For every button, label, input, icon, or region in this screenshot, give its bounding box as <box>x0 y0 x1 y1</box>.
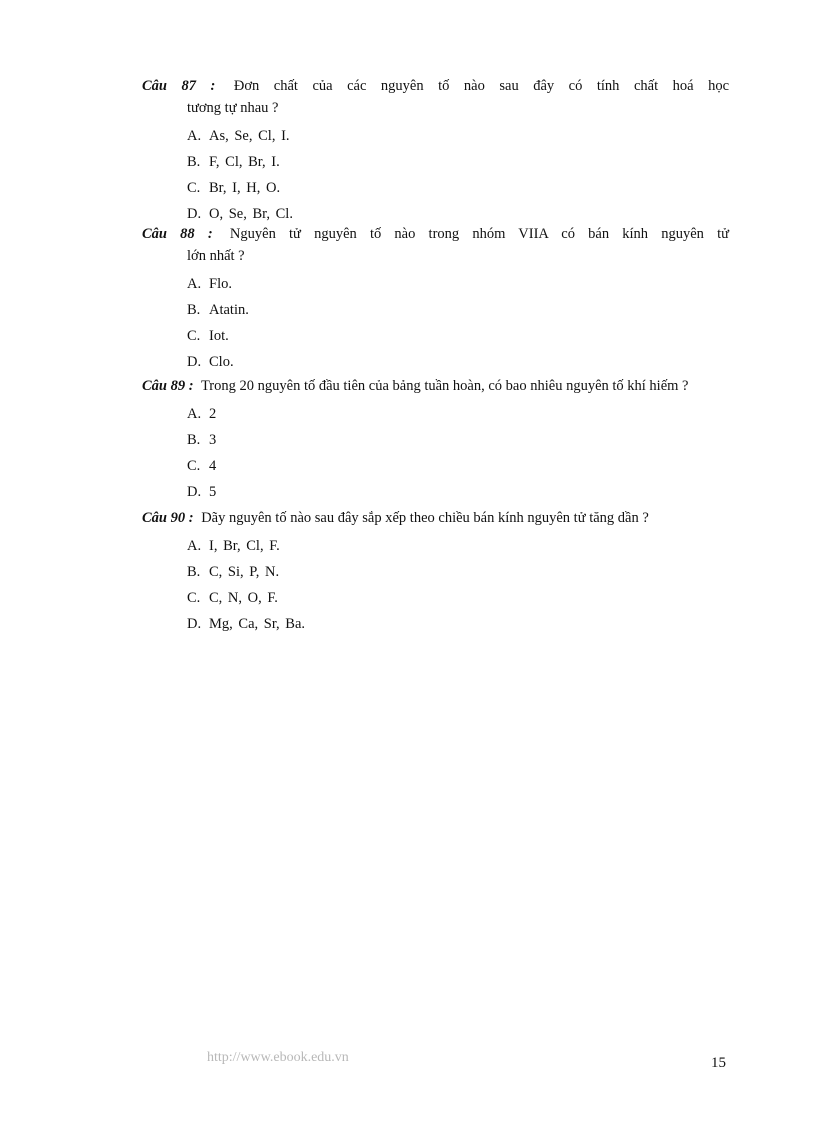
question-text: Dãy nguyên tố nào sau đây sắp xếp theo chiều bán kính nguyên tử tăng dần ? <box>201 510 649 526</box>
answer-option-b: B. Atatin. <box>187 302 249 318</box>
question-88 <box>142 223 729 375</box>
answer-option-b: B. C, Si, P, N. <box>187 564 280 580</box>
question-text-continuation: lớn nhất ? <box>187 248 245 264</box>
answer-option-d: D. O, Se, Br, Cl. <box>187 206 293 222</box>
answer-option-b: B. F, Cl, Br, I. <box>187 154 280 170</box>
question-label: Câu 89 : <box>142 378 194 394</box>
question-stem <box>142 507 729 529</box>
answer-option-b: B. 3 <box>187 432 217 448</box>
answer-option-a: A. As, Se, Cl, I. <box>187 128 290 144</box>
question-stem <box>142 375 729 397</box>
answer-option-d: D. Clo. <box>187 354 234 370</box>
question-stem <box>142 223 729 245</box>
question-text: Nguyên tử nguyên tố nào trong nhóm VIIA có bán kính nguyên tử <box>229 226 730 242</box>
answer-option-c: C. Iot. <box>187 328 229 344</box>
question-text: Đơn chất của các nguyên tố nào sau đây có tính chất hoá học <box>233 78 730 94</box>
answer-option-c: C. Br, I, H, O. <box>187 180 281 196</box>
answer-options <box>142 123 729 227</box>
question-89 <box>142 375 729 505</box>
answer-option-c: C. 4 <box>187 458 217 474</box>
answer-option-a: A. 2 <box>187 406 217 422</box>
answer-option-c: C. C, N, O, F. <box>187 590 278 606</box>
answer-options <box>142 271 729 375</box>
question-text: Trong 20 nguyên tố đầu tiên của bảng tuần hoàn, có bao nhiêu nguyên tố khí hiếm ? <box>200 378 689 394</box>
question-label: Câu 90 : <box>142 510 194 526</box>
question-text-continuation: tương tự nhau ? <box>187 100 279 116</box>
question-90 <box>142 507 729 637</box>
answer-option-d: D. 5 <box>187 484 217 500</box>
answer-option-d: D. Mg, Ca, Sr, Ba. <box>187 616 306 632</box>
answer-options <box>142 533 729 637</box>
footer-url: http://www.ebook.edu.vn <box>207 1050 349 1065</box>
answer-options <box>142 401 729 505</box>
question-label: Câu 87 : <box>142 78 216 94</box>
page-number: 15 <box>711 1055 726 1071</box>
question-stem <box>142 75 729 97</box>
question-87 <box>142 75 729 227</box>
answer-option-a: A. I, Br, Cl, F. <box>187 538 280 554</box>
question-label: Câu 88 : <box>142 226 213 242</box>
answer-option-a: A. Flo. <box>187 276 232 292</box>
